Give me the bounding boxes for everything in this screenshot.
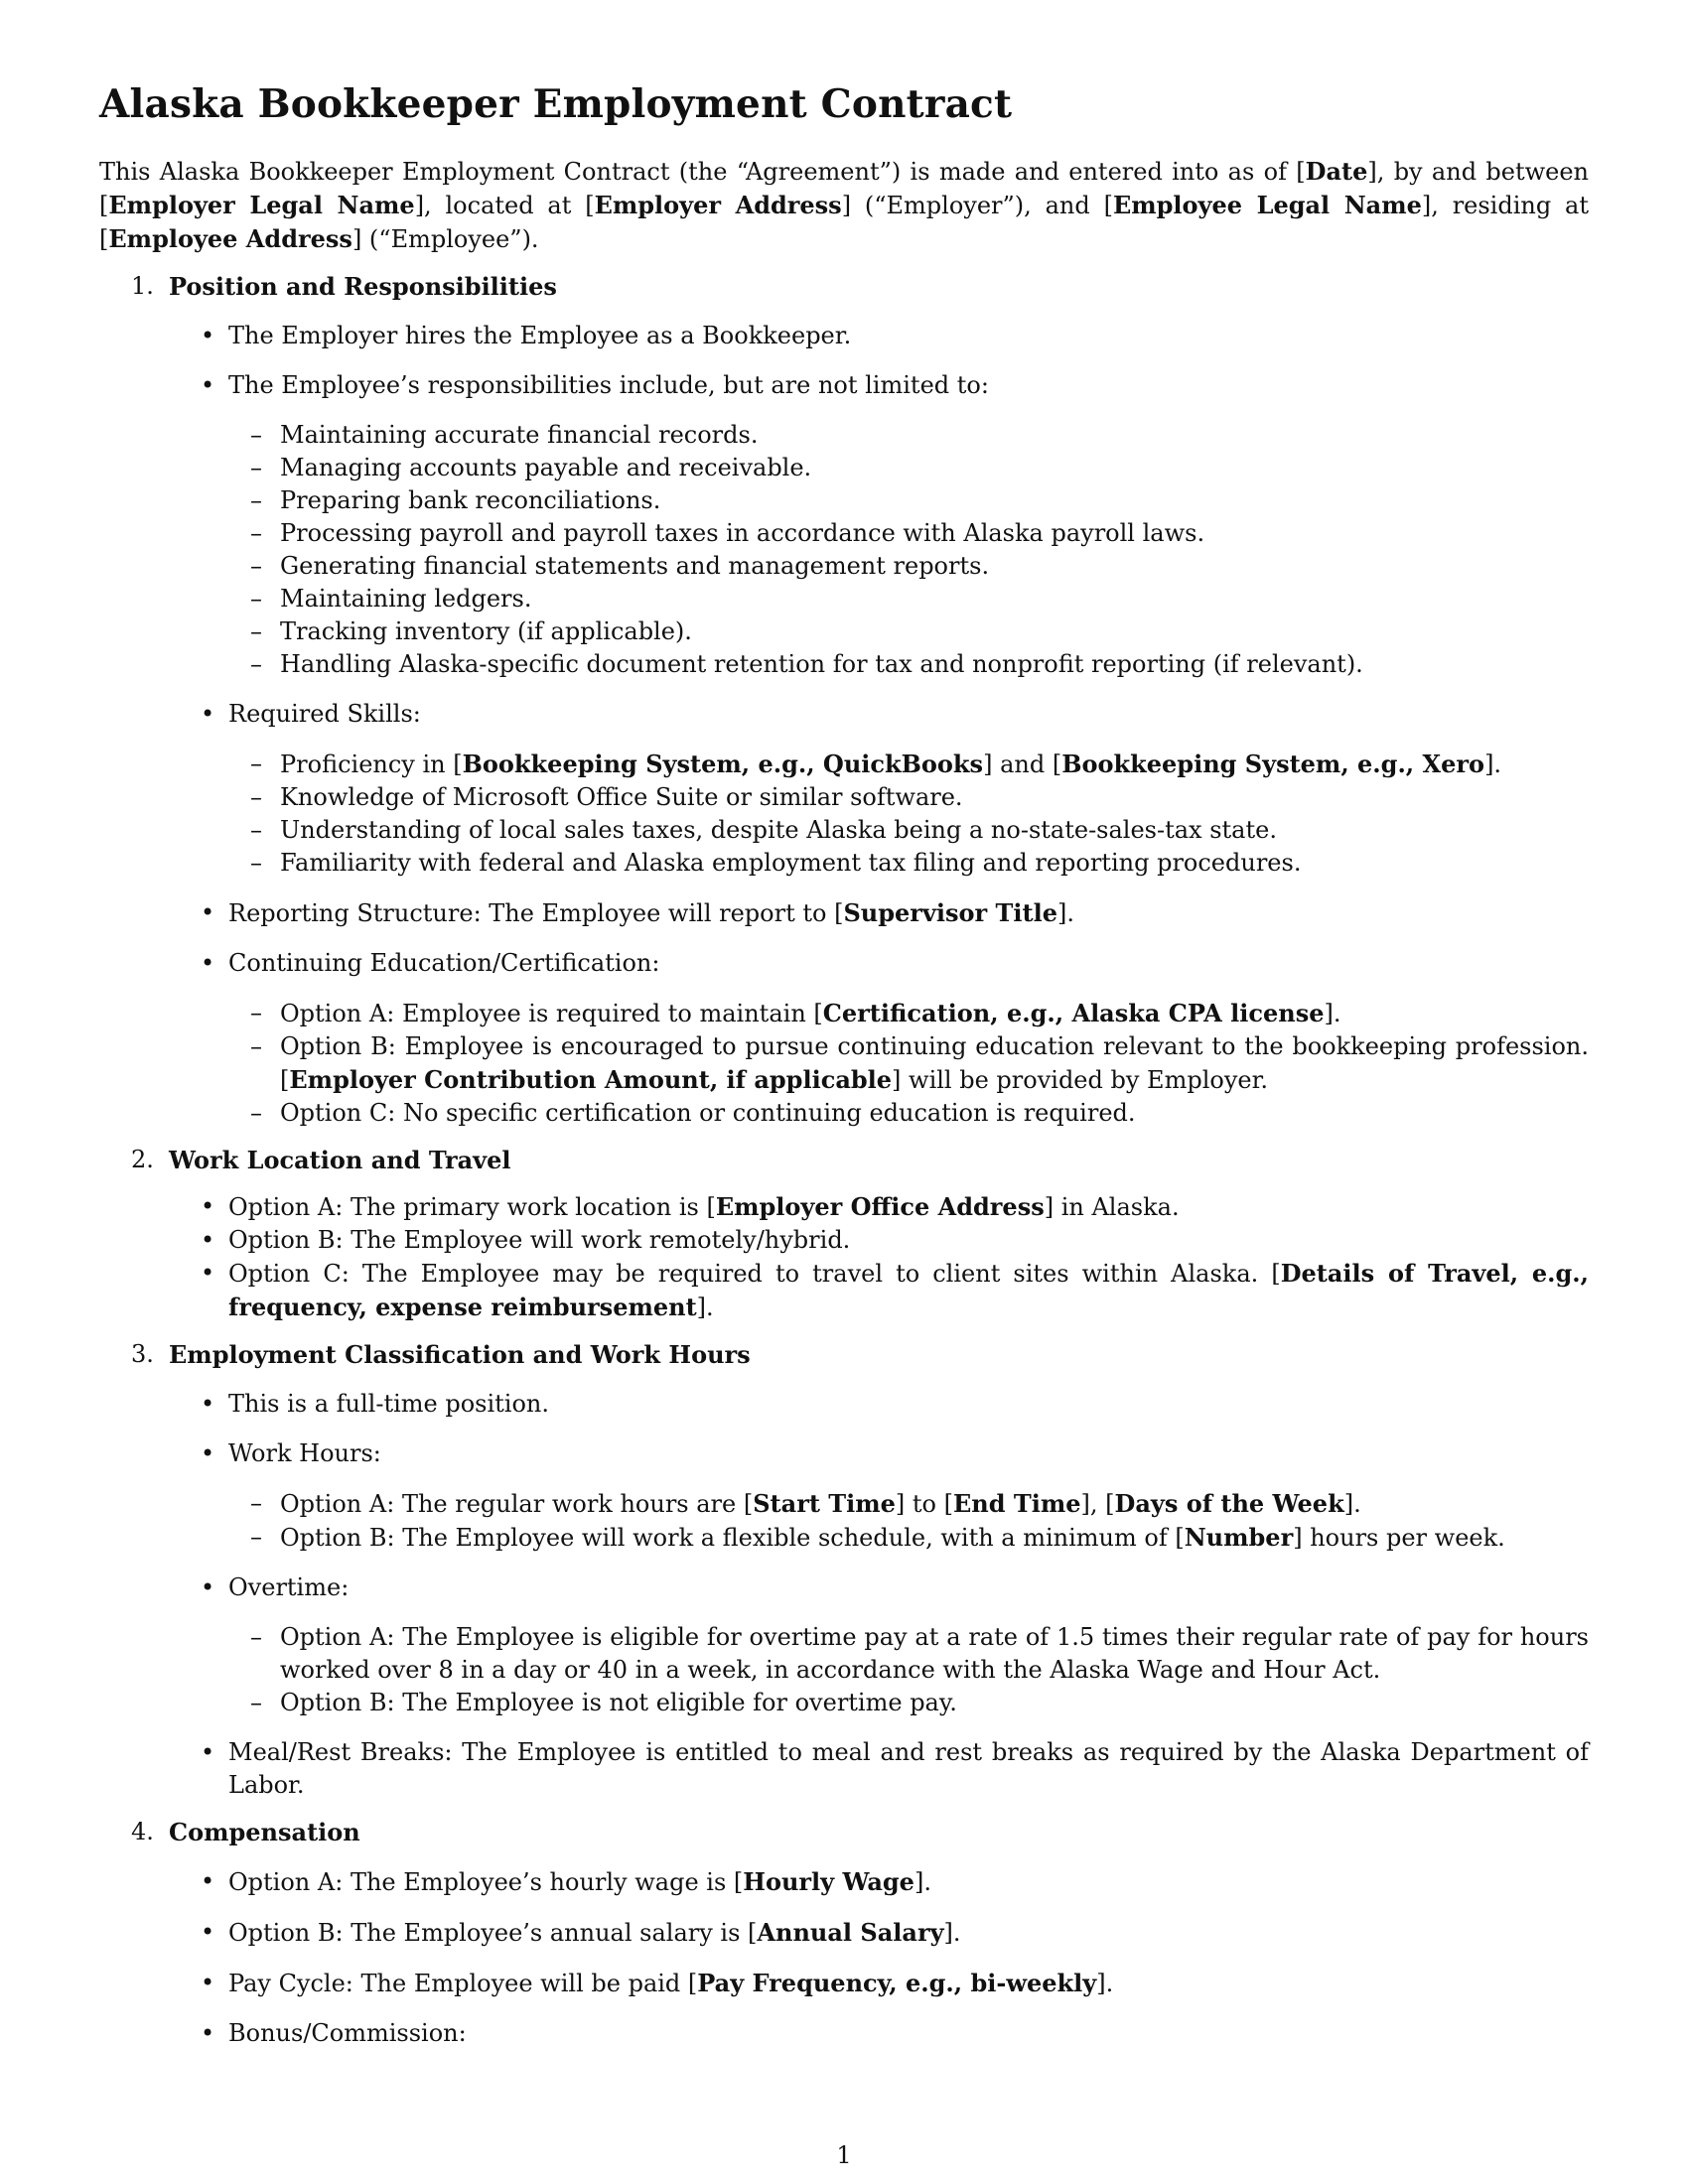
annual-salary-placeholder: Annual Salary [757,1918,944,1947]
section-heading: Position and Responsibilities [169,272,557,301]
dash-icon: – [250,454,262,481]
dash-icon: – [250,519,262,547]
dash-icon: – [250,1099,262,1127]
contribution-placeholder: Employer Contribution Amount, if applicable [289,1065,893,1094]
list-item: • Option A: The Employee’s hourly wage is [Hourly Wage]. [201,1867,931,1896]
sub-item: – Option A: Employee is required to maintain [Certification, e.g., Alaska CPA license]. [250,999,1341,1027]
section-heading: Work Location and Travel [169,1146,511,1174]
sub-item: – Proficiency in [Bookkeeping System, e.g., QuickBooks] and [Bookkeeping System, e.g., Xero]. [250,750,1502,778]
list-item: • The Employer hires the Employee as a Bookkeeper. [228,320,1589,352]
list-item: • Option C: The Employee may be required to travel to client sites within Alaska. [Details of Travel, e.g., frequency, expense reimbursement]. [201,1259,1589,1321]
list-item: • Option B: The Employee will work remotely/hybrid. [228,1224,1589,1257]
dash-icon: – [250,650,262,678]
sub-item: – Handling Alaska-specific document retention for tax and nonprofit reporting (if relevant). [280,648,1589,681]
list-item: • Reporting Structure: The Employee will report to [Supervisor Title]. [201,898,1074,927]
section-compensation [99,1816,1589,2050]
sub-item: – Processing payroll and payroll taxes in accordance with Alaska payroll laws. [280,517,1589,550]
dash-icon: – [250,1032,262,1060]
sub-item: – Preparing bank reconciliations. [280,484,1589,517]
bullet-icon: • [201,1867,215,1895]
overtime-list [228,1621,1589,1719]
list-item: • Bonus/Commission: [228,2017,1589,2050]
certification-placeholder: Certification, e.g., Alaska CPA license [822,999,1325,1027]
bullet-icon: • [201,1226,215,1254]
dash-icon: – [250,486,262,514]
sub-item: – Option B: The Employee is not eligible for overtime pay. [280,1687,1589,1719]
continuing-education-list [228,997,1589,1130]
sub-item: – Generating financial statements and management reports. [280,550,1589,583]
bullet-icon: • [201,700,215,728]
sub-item: – Maintaining ledgers. [280,583,1589,615]
responsibilities-list [228,419,1589,681]
section-number: 3. [131,1340,154,1368]
pay-frequency-placeholder: Pay Frequency, e.g., bi-weekly [697,1969,1097,1997]
document-title: Alaska Bookkeeper Employment Contract [99,81,1013,127]
days-of-week-placeholder: Days of the Week [1114,1489,1344,1518]
sub-item: – Understanding of local sales taxes, despite Alaska being a no-state-sales-tax state. [280,814,1589,847]
bullet-icon: • [201,1192,215,1220]
bullet-icon: • [201,371,215,399]
list-item: • Work Hours: – Option A: The regular work hours are [Start Time] to [End Time], [Days of the Week]. – Option B: The Employee will work a flexible schedule, with a minimum of [Number] hours per week. [228,1437,1589,1555]
list-item: • Overtime: – Option A: The Employee is eligible for overtime pay at a rate of 1.5 times their regular rate of pay for hours worked over 8 in a day or 40 in a week, in accordance with the Alaska Wage and Hour Act. – Option B: The Employee is not eligible for overtime pay. [228,1571,1589,1719]
section-work-location [99,1144,1589,1324]
section-heading: Employment Classification and Work Hours [169,1340,751,1369]
dash-icon: – [250,1689,262,1716]
dash-icon: – [250,585,262,613]
sub-item: – Maintaining accurate financial records. [280,419,1589,452]
office-address-placeholder: Employer Office Address [715,1192,1045,1221]
skills-list [228,748,1589,880]
dash-icon: – [250,783,262,811]
employer-name-placeholder: Employer Legal Name [108,191,415,219]
dash-icon: – [250,421,262,449]
travel-details-placeholder: Details of Travel, e.g., frequency, expense reimbursement [228,1259,1589,1321]
date-placeholder: Date [1305,157,1368,186]
employee-name-placeholder: Employee Legal Name [1112,191,1422,219]
bookkeeping-system-placeholder: Bookkeeping System, e.g., Xero [1061,750,1485,778]
employer-address-placeholder: Employer Address [594,191,842,219]
list-item: • Meal/Rest Breaks: The Employee is entitled to meal and rest breaks as required by the Alaska Department of Labor. [201,1738,1589,1799]
work-hours-list [228,1487,1589,1555]
bullet-icon: • [201,1259,215,1287]
section-number: 1. [131,272,154,300]
dash-icon: – [250,1623,262,1651]
section-classification-hours [99,1338,1589,1802]
bullet-icon: • [201,1918,215,1946]
sub-item: – Option A: The Employee is eligible for overtime pay at a rate of 1.5 times their regular rate of pay for hours worked over 8 in a day or 40 in a week, in accordance with the Alaska Wage and Hour Act. [250,1623,1589,1684]
sub-item: – Option B: The Employee will work a flexible schedule, with a minimum of [Number] hours per week. [250,1523,1505,1552]
bullet-icon: • [201,2019,215,2047]
dash-icon: – [250,552,262,580]
bullet-icon: • [201,1390,215,1418]
employee-address-placeholder: Employee Address [108,224,352,253]
list-item: • Continuing Education/Certification: – Option A: Employee is required to maintain [Certification, e.g., Alaska CPA license]. – Option B: Employee is encouraged to pursue continuing education relevant to the bookkeeping profession. [Employer Contribution Amount, if applicable] will be provided by Employer. – Option C: No specific certification or continuing education is required. [228,947,1589,1130]
dash-icon: – [250,1523,262,1551]
list-item: • The Employee’s responsibilities include, but are not limited to: – Maintaining accurate financial records. – Managing accounts payable and receivable. – Preparing bank reconciliations. – Processing payroll and payroll taxes in accordance with Alaska payroll laws. – Generating financial statements and management reports. – Maintaining ledgers. – Tracking inventory (if applicable). – Handling Alaska-specific document retention for tax and nonprofit reporting (if relevant). [228,369,1589,681]
sub-item: – Option A: The regular work hours are [Start Time] to [End Time], [Days of the Week]. [250,1489,1361,1518]
dash-icon: – [250,816,262,844]
sections-list [99,270,1589,2050]
sub-item: – Option C: No specific certification or continuing education is required. [280,1097,1589,1130]
list-item: • Option A: The primary work location is [Employer Office Address] in Alaska. [201,1192,1180,1221]
section-position-responsibilities [99,270,1589,1130]
start-time-placeholder: Start Time [753,1489,896,1518]
bullet-icon: • [201,1439,215,1467]
dash-icon: – [250,617,262,645]
dash-icon: – [250,849,262,877]
sub-item: – Knowledge of Microsoft Office Suite or similar software. [280,781,1589,814]
bullet-icon: • [201,1969,215,1996]
list-item: • Option B: The Employee’s annual salary is [Annual Salary]. [201,1918,961,1947]
sub-item: – Familiarity with federal and Alaska employment tax filing and reporting procedures. [280,847,1589,880]
list-item: • Required Skills: – Proficiency in [Bookkeeping System, e.g., QuickBooks] and [Bookkeeping System, e.g., Xero]. – Knowledge of Microsoft Office Suite or similar software. – Understanding of local sales taxes, despite Alaska being a no-state-sales-tax state. – Familiarity with federal and Alaska employment tax filing and reporting procedures. [228,698,1589,880]
supervisor-title-placeholder: Supervisor Title [843,898,1057,927]
list-item: • This is a full-time position. [228,1388,1589,1421]
number-placeholder: Number [1184,1523,1294,1552]
document-page [99,81,1589,2050]
sub-item: – Managing accounts payable and receivable. [280,452,1589,484]
sub-item: – Option B: Employee is encouraged to pursue continuing education relevant to the bookkeeping profession. [Employer Contribution Amount, if applicable] will be provided by Employer. [250,1032,1589,1094]
sub-item: – Tracking inventory (if applicable). [280,615,1589,648]
bullet-icon: • [201,1573,215,1601]
list-item: • Pay Cycle: The Employee will be paid [Pay Frequency, e.g., bi-weekly]. [201,1969,1114,1997]
bullet-icon: • [201,898,215,926]
intro-paragraph: This Alaska Bookkeeper Employment Contract (the “Agreement”) is made and entered into as of [Date], by and between [Employer Legal Name], located at [Employer Address] (“Employer”), and [Employee Legal Name], residing at [Employee Address] (“Employee”). [99,157,1590,253]
bookkeeping-system-placeholder: Bookkeeping System, e.g., QuickBooks [462,750,984,778]
section-heading: Compensation [169,1818,360,1846]
dash-icon: – [250,750,262,777]
bullet-icon: • [201,322,215,349]
bullet-icon: • [201,949,215,977]
page-number: 1 [836,2141,852,2169]
end-time-placeholder: End Time [953,1489,1081,1518]
dash-icon: – [250,1489,262,1517]
hourly-wage-placeholder: Hourly Wage [743,1867,914,1896]
dash-icon: – [250,999,262,1026]
bullet-icon: • [201,1738,215,1766]
section-number: 4. [131,1818,154,1845]
section-number: 2. [131,1146,154,1173]
